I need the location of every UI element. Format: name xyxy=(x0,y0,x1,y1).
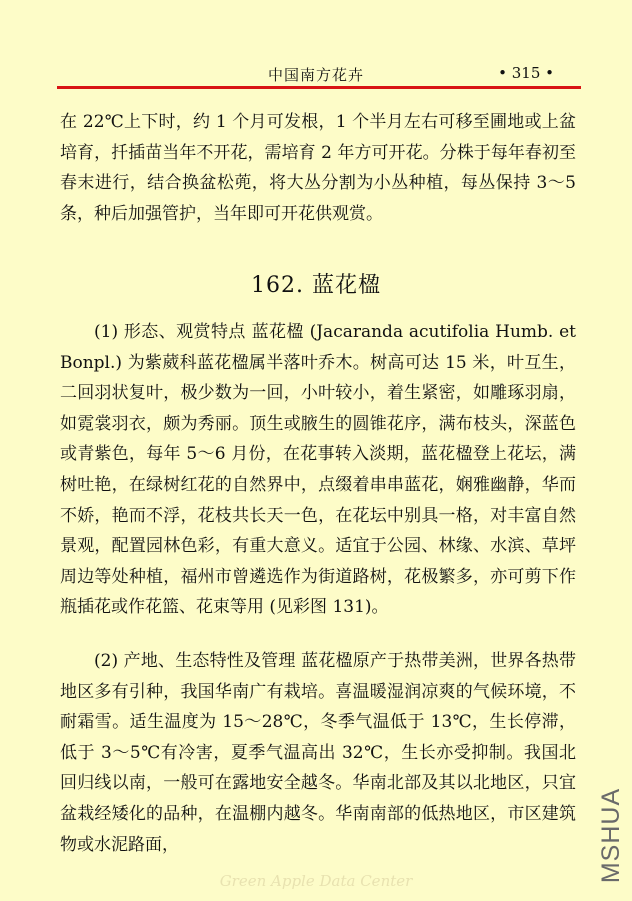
stamp-text: MSHUA xyxy=(597,787,626,883)
continuation-paragraph: 在 22℃上下时，约 1 个月可发根，1 个半月左右可移至圃地或上盆培育，扦插苗当年不开花，需培育 2 年方可开花。分株于每年春初至春末进行，结合换盆松蔸，将大丛分割为小丛种植，每丛保持 3～5 条，种后加强管护，当年即可开花供观赏。 xyxy=(60,112,576,224)
running-head-title: 中国南方花卉 xyxy=(267,66,364,84)
watermark: Green Apple Data Center xyxy=(219,872,413,890)
header-divider xyxy=(57,86,581,89)
page-number: • 315 • xyxy=(498,64,554,82)
stamp-mark xyxy=(598,785,626,885)
body-paragraph-morphology: (1) 形态、观赏特点 蓝花楹 (Jacaranda acutifolia Humb. et Bonpl.) 为紫葳科蓝花楹属半落叶乔木。树高可达 15 米，叶互生，二回羽状复叶，极少数为一回，小叶较小，着生紧密，如雕琢羽扇，如霓裳羽衣，颇为秀丽。顶生或腋生的圆锥花序，满布枝头，深蓝色或青紫色，每年 5～6 月份，在花事转入淡期，蓝花楹登上花坛，满树吐艳，在绿树红花的自然界中，点缀着串串蓝花，娴雅幽静，华而不娇，艳而不浮，花枝共长天一色，在花坛中别具一格，对丰富自然景观，配置园林色彩，有重大意义。适宜于公园、林缘、水滨、草坪周边等处种植，福州市曾遴选作为街道路树，花极繁多，亦可剪下作瓶插花或作花篮、花束等用 (见彩图 131)。 xyxy=(60,322,576,618)
section-heading: 162. 蓝花楹 xyxy=(251,273,381,298)
body-paragraph-origin: (2) 产地、生态特性及管理 蓝花楹原产于热带美洲，世界各热带地区多有引种，我国华南广有栽培。喜温暖湿润凉爽的气候环境，不耐霜雪。适生温度为 15～28℃，冬季气温低于 13℃，生长停滞，低于 3～5℃有冷害，夏季气温高出 32℃，生长亦受抑制。我国北回归线以南，一般可在露地安全越冬。华南北部及其以北地区，只宜盆栽经矮化的品种，在温棚内越冬。华南南部的低热地区，市区建筑物或水泥路面， xyxy=(60,651,576,855)
